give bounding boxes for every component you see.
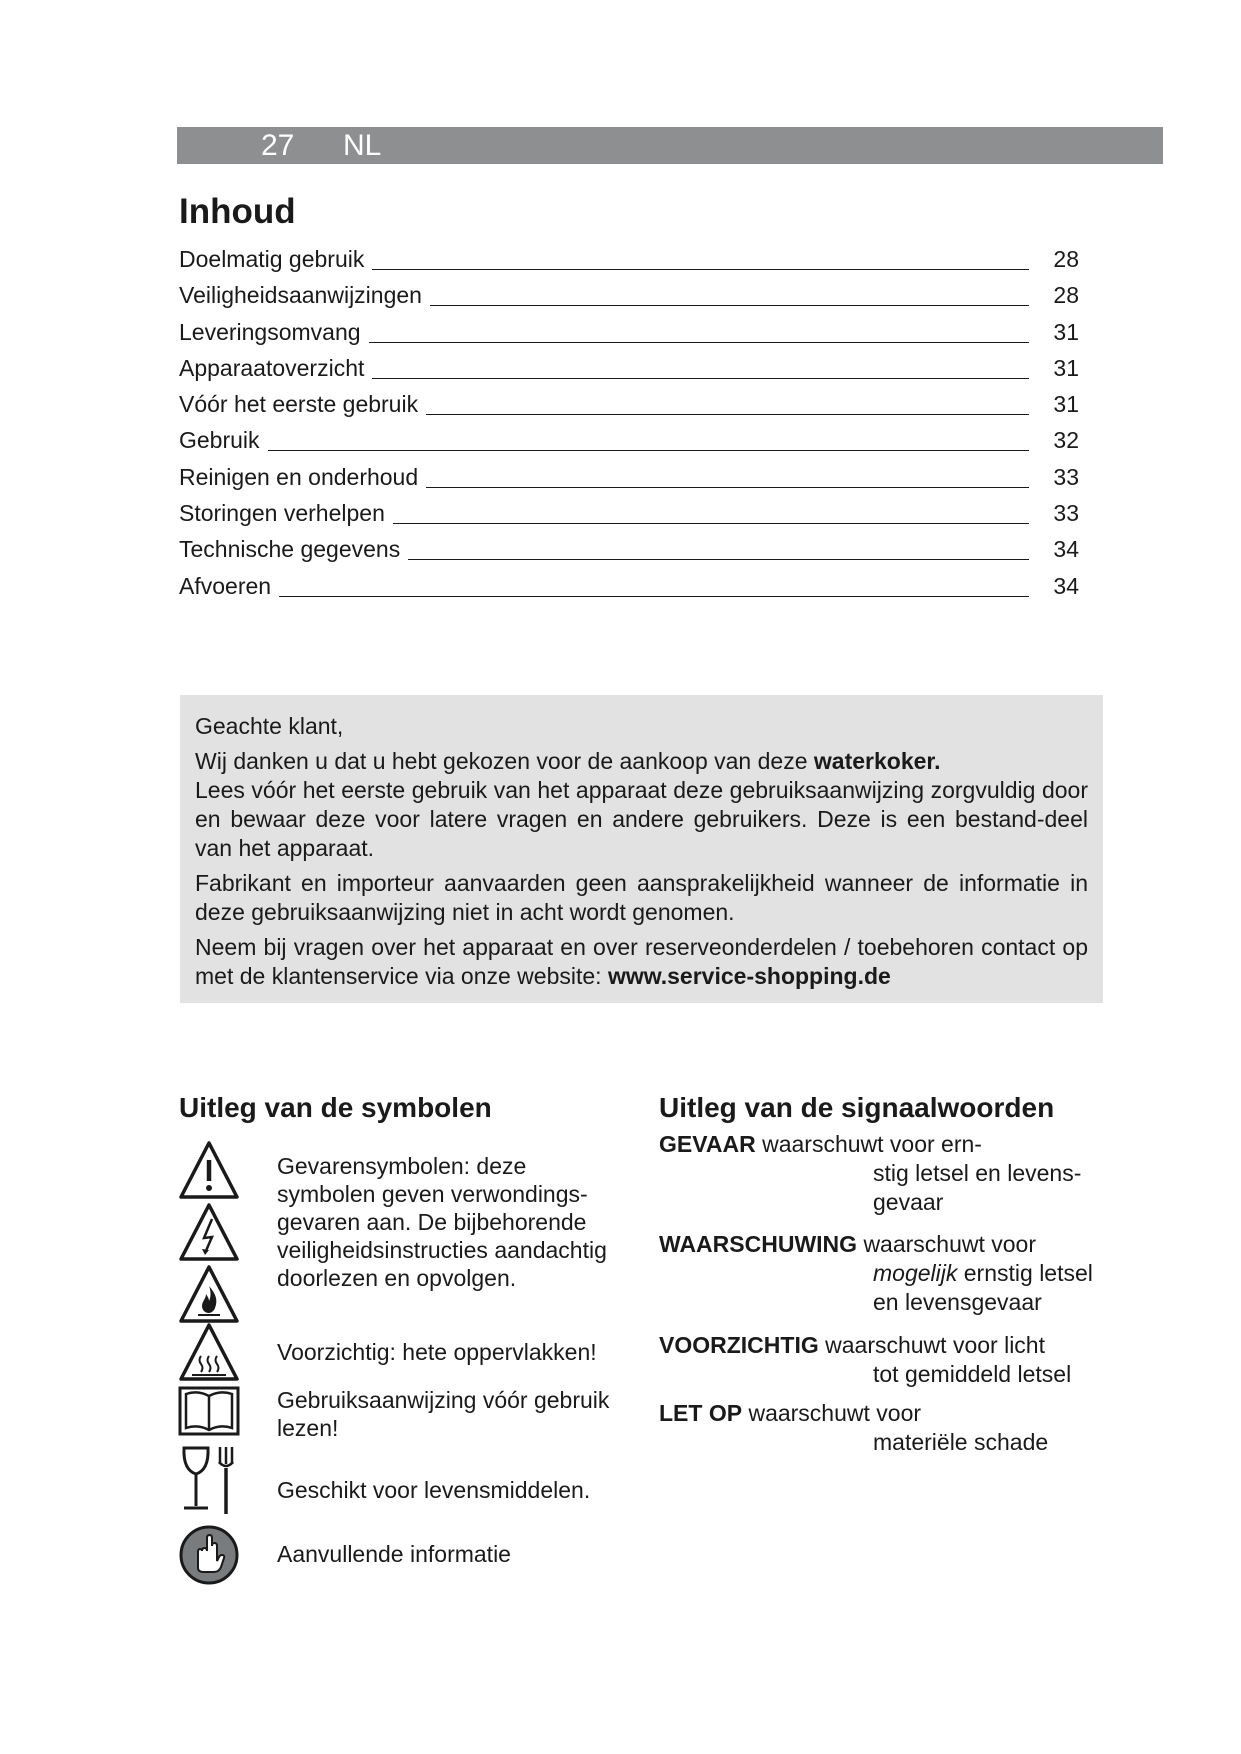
warning-icon	[178, 1140, 240, 1200]
signal-voorzichtig: VOORZICHTIG waarschuwt voor licht tot gemiddeld letsel	[659, 1332, 1072, 1387]
toc-entry-page: 34	[1053, 536, 1079, 563]
toc-leader-line	[279, 596, 1029, 597]
intro-read: Lees vóór het eerste gebruik van het apparaat deze gebruiksaanwijzing zorgvuldig door en bewaar deze voor latere vragen en andere gebruikers. Deze is een bestand-deel van het apparaat.	[195, 777, 1088, 861]
language-code: NL	[343, 129, 382, 162]
toc-entry-page: 33	[1053, 500, 1079, 527]
toc-entry-page: 32	[1053, 427, 1079, 454]
toc-entry-label: Leveringsomvang	[179, 318, 361, 345]
toc-entry-label: Apparaatoverzicht	[179, 354, 365, 381]
toc-entry[interactable]	[179, 319, 1079, 355]
electric-hazard-icon	[178, 1202, 240, 1262]
toc-entry[interactable]	[179, 391, 1079, 427]
toc-entry-label: Afvoeren	[179, 572, 272, 599]
toc-entry[interactable]	[179, 282, 1079, 318]
signal-words-title: Uitleg van de signaalwoorden	[659, 1092, 1055, 1123]
toc-leader-line	[372, 378, 1029, 379]
intro-greeting: Geachte klant,	[195, 713, 344, 739]
toc-entry[interactable]	[179, 500, 1079, 536]
info-description: Aanvullende informatie	[277, 1541, 511, 1567]
toc-leader-line	[268, 450, 1029, 451]
toc-entry-label: Reinigen en onderhoud	[179, 463, 419, 490]
toc-entry-label: Gebruik	[179, 427, 260, 454]
toc-entry-page: 31	[1053, 318, 1079, 345]
toc-leader-line	[372, 269, 1029, 270]
intro-box	[180, 695, 1103, 1003]
product-name: waterkoker.	[813, 748, 941, 774]
intro-contact: Neem bij vragen over het apparaat en over reserveonderdelen / toebehoren contact op met de klantenservice via onze website: www.service-shopping.de	[195, 934, 1088, 989]
signal-word: WAARSCHUWING	[659, 1231, 858, 1257]
toc-entry-label: Veiligheidsaanwijzingen	[179, 282, 422, 309]
website-link[interactable]: www.service-shopping.de	[607, 963, 891, 989]
toc-entry[interactable]	[179, 355, 1079, 391]
signal-gevaar: GEVAAR waarschuwt voor ern- stig letsel en levens- gevaar	[659, 1131, 1082, 1215]
toc-entry[interactable]	[179, 536, 1079, 572]
signal-waarschuwing: WAARSCHUWING waarschuwt voor mogelijk ernstig letsel en levensgevaar	[659, 1231, 1093, 1315]
header-bar	[177, 127, 1163, 164]
toc-entry-page: 31	[1053, 391, 1079, 418]
intro-thanks: Wij danken u dat u hebt gekozen voor de aankoop van deze waterkoker. Lees vóór het eerste gebruik van het apparaat deze gebruiksaanwijzing zorgvuldig door en bewaar deze voor latere vragen en andere gebruikers. Deze is een bestand-deel van het apparaat.	[195, 748, 1088, 861]
toc-leader-line	[393, 523, 1029, 524]
manual-description: Gebruiksaanwijzing vóór gebruik lezen!	[277, 1387, 610, 1441]
toc-leader-line	[430, 305, 1029, 306]
toc-entry-page: 33	[1053, 463, 1079, 490]
toc-entry-page: 28	[1053, 246, 1079, 272]
table-of-contents	[179, 246, 1079, 609]
toc-leader-line	[426, 414, 1029, 415]
toc-entry[interactable]	[179, 573, 1079, 609]
toc-entry[interactable]	[179, 464, 1079, 500]
signal-word: LET OP	[659, 1400, 743, 1426]
symbols-title: Uitleg van de symbolen	[179, 1092, 492, 1123]
hazard-description: Gevarensymbolen: deze symbolen geven verwondings-gevaren aan. De bijbehorende veiligheidsinstructies aandachtig doorlezen en opvolgen.	[277, 1153, 607, 1291]
page-number: 27	[261, 129, 295, 162]
toc-leader-line	[426, 487, 1029, 488]
toc-entry-page: 34	[1053, 572, 1079, 599]
hot-surface-icon	[178, 1322, 240, 1382]
toc-entry-page: 31	[1053, 354, 1079, 381]
hot-surface-description: Voorzichtig: hete oppervlakken!	[277, 1339, 597, 1365]
food-safe-icon	[178, 1444, 240, 1516]
manual-icon	[178, 1384, 240, 1438]
toc-entry-label: Vóór het eerste gebruik	[179, 391, 419, 418]
toc-entry[interactable]	[179, 427, 1079, 463]
toc-entry-label: Technische gegevens	[179, 536, 401, 563]
signal-word: GEVAAR	[659, 1131, 756, 1157]
intro-liability: Fabrikant en importeur aanvaarden geen aansprakelijkheid wanneer de informatie in deze gebruiksaanwijzing niet in acht wordt genomen.	[195, 870, 1088, 925]
toc-entry-page: 28	[1053, 282, 1079, 309]
toc-entry[interactable]	[179, 246, 1079, 282]
food-safe-description: Geschikt voor levensmiddelen.	[277, 1477, 591, 1503]
toc-title: Inhoud	[179, 192, 296, 231]
signal-let-op: LET OP waarschuwt voor materiële schade	[659, 1400, 1049, 1455]
toc-entry-label: Storingen verhelpen	[179, 500, 385, 527]
toc-leader-line	[408, 559, 1029, 560]
toc-leader-line	[369, 342, 1029, 343]
toc-entry-label: Doelmatig gebruik	[179, 246, 365, 272]
signal-word: VOORZICHTIG	[659, 1332, 819, 1358]
fire-hazard-icon	[178, 1264, 240, 1324]
info-hand-icon	[178, 1524, 240, 1586]
